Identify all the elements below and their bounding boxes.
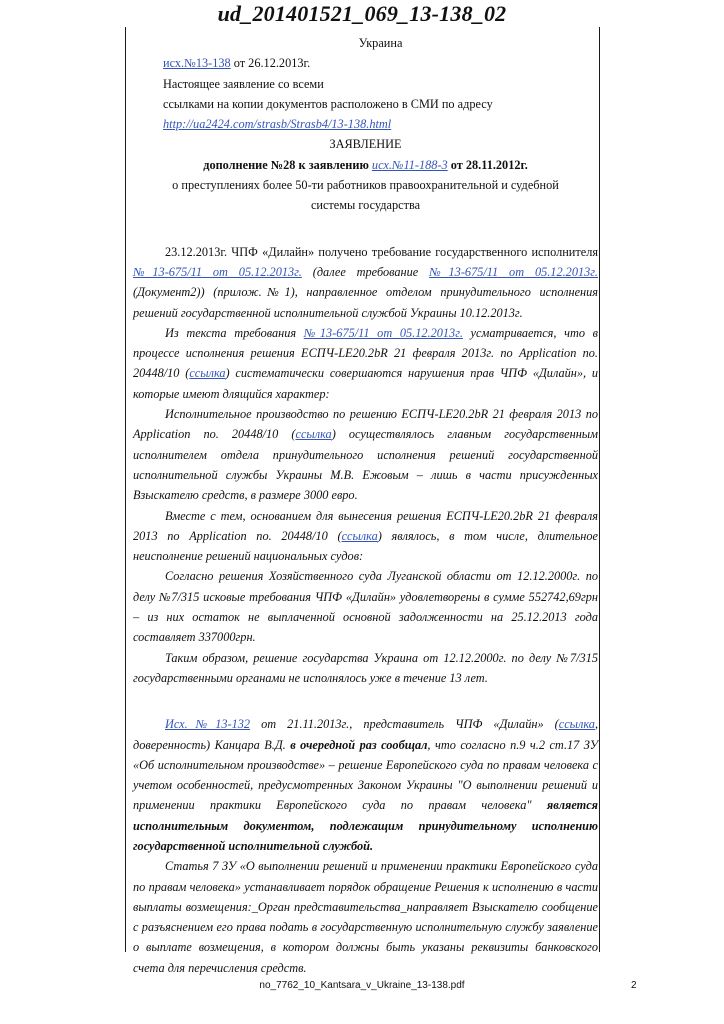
paragraph-5: Согласно решения Хозяйственного суда Луганской области от 12.12.2000г. по делу №7/315 исковые требования ЧПФ «Дилайн» удовлетворены в сумме 552742,69грн – из них остаток не выплаченной основной задолженности на 25.12.2013 года составляет 337000грн. [133,569,598,645]
reference-line: исх.№13-138 от 26.12.2013г. [163,56,311,71]
paragraph-8: Статья 7 ЗУ «О выполнении решений и применении практики Европейского суда по правам человека» устанавливает порядок обращение Решения к исполнению в части выплаты возмещения:_Орган представительства_направляет Взыскателю сообщение с разъяснением его права подать в государственную исполнительную службу заявление о выплате возмещения, в котором должны быть указаны реквизиты банковского счета для перечисления средств. [133,859,598,975]
document-banner-id: ud_201401521_069_13-138_02 [217,1,507,26]
document-header [133,33,598,134]
paragraph-1: 23.12.2013г. ЧПФ «Дилайн» получено требование государственного исполнителя №13-675/11 от 05.12.2013г. (далее требование №13-675/11 от 05.12.2013г. (Документ2)) (прилож.№1), направленное отделом принудительного исполнения решений государственной исполнительной службой Украины 10.12.2013г. [133,244,598,320]
paragraph-4: Вместе с тем, основанием для вынесения решения ЕСПЧ-LE20.2bR 21 февраля 2013 по Application no. 20448/10 (ссылка) являлось, в том числе, длительное неисполнение решений национальных судов: [133,508,598,564]
document-subtitle: дополнение №28 к заявлению исх.№11-188-3 от 28.11.2012г. [203,157,528,172]
previous-statement-link[interactable]: исх.№11-188-3 [371,157,448,172]
source-link-2[interactable]: ссылка [295,427,332,442]
source-url-link[interactable]: http://ua2424.com/strasb/Strasb4/13-138.html [163,117,392,132]
subtitle-line-4: системы государства [310,198,421,213]
header-line-1: Настоящее заявление со всеми [163,76,324,91]
document-title: ЗАЯВЛЕНИЕ [329,137,402,152]
paragraph-3: Исполнительное производство по решению ЕСПЧ-LE20.2bR 21 февраля 2013 по Application no. 20448/10 (ссылка) осуществлялось главным государственным исполнителем отдела принудительного исполнения решений государственной исполнительной службы Украины М.В. Ежовым – лишь в части присужденных Взыскателю средств, в размере 3000 евро. [133,407,598,503]
page-number: 2 [631,980,637,991]
paragraph-6: Таким образом, решение государства Украина от 12.12.2000г. по делу №7/315 государственными органами не исполнялось уже в течение 13 лет. [133,650,598,685]
source-link-3[interactable]: ссылка [341,528,378,543]
requirement-link[interactable]: №13-675/11 от 05.12.2013г. [133,264,302,279]
requirement-link-3[interactable]: №13-675/11 от 05.12.2013г. [303,325,463,340]
document-body [133,33,598,978]
header-line-2: ссылками на копии документов расположено в СМИ по адресу [163,96,493,111]
paragraph-7: Исх.№13-132 от 21.11.2013г., представитель ЧПФ «Дилайн» (ссылка, доверенность) Канцара В.Д. в очередной раз сообщал, что согласно п.9 ч.2 ст.17 ЗУ «Об исполнительном производстве» – решение Европейского суда по правам человека с учетом особенностей, предусмотренных Законом Украины "О выполнении решений и применении практики Европейского суда по правам человека" является исполнительным документом, подлежащим принудительному исполнению государственной исполнительной службой. [133,717,599,853]
reference-link[interactable]: исх.№13-138 [163,56,231,71]
requirement-link-2[interactable]: №13-675/11 от 05.12.2013г. [429,264,598,279]
source-link[interactable]: ссылка [189,366,226,381]
outgoing-letter-link[interactable]: Исх.№13-132 [165,717,251,732]
paragraph-2: Из текста требования №13-675/11 от 05.12.2013г. усматривается, что в процессе исполнения решения ЕСПЧ-LE20.2bR 21 февраля 2013г. по Application no. 20448/10 (ссылка) систематически совершаются нарушения прав ЧПФ «Дилайн», и которые имеют длящийся характер: [133,325,599,401]
country-label: Украина [358,36,403,50]
subtitle-line-3: о преступлениях более 50-ти работников правоохранительной и судебной [172,178,559,193]
footer-filename: no_7762_10_Kantsara_v_Ukraine_13-138.pdf [259,980,465,991]
source-link-4[interactable]: ссылка [558,717,595,732]
